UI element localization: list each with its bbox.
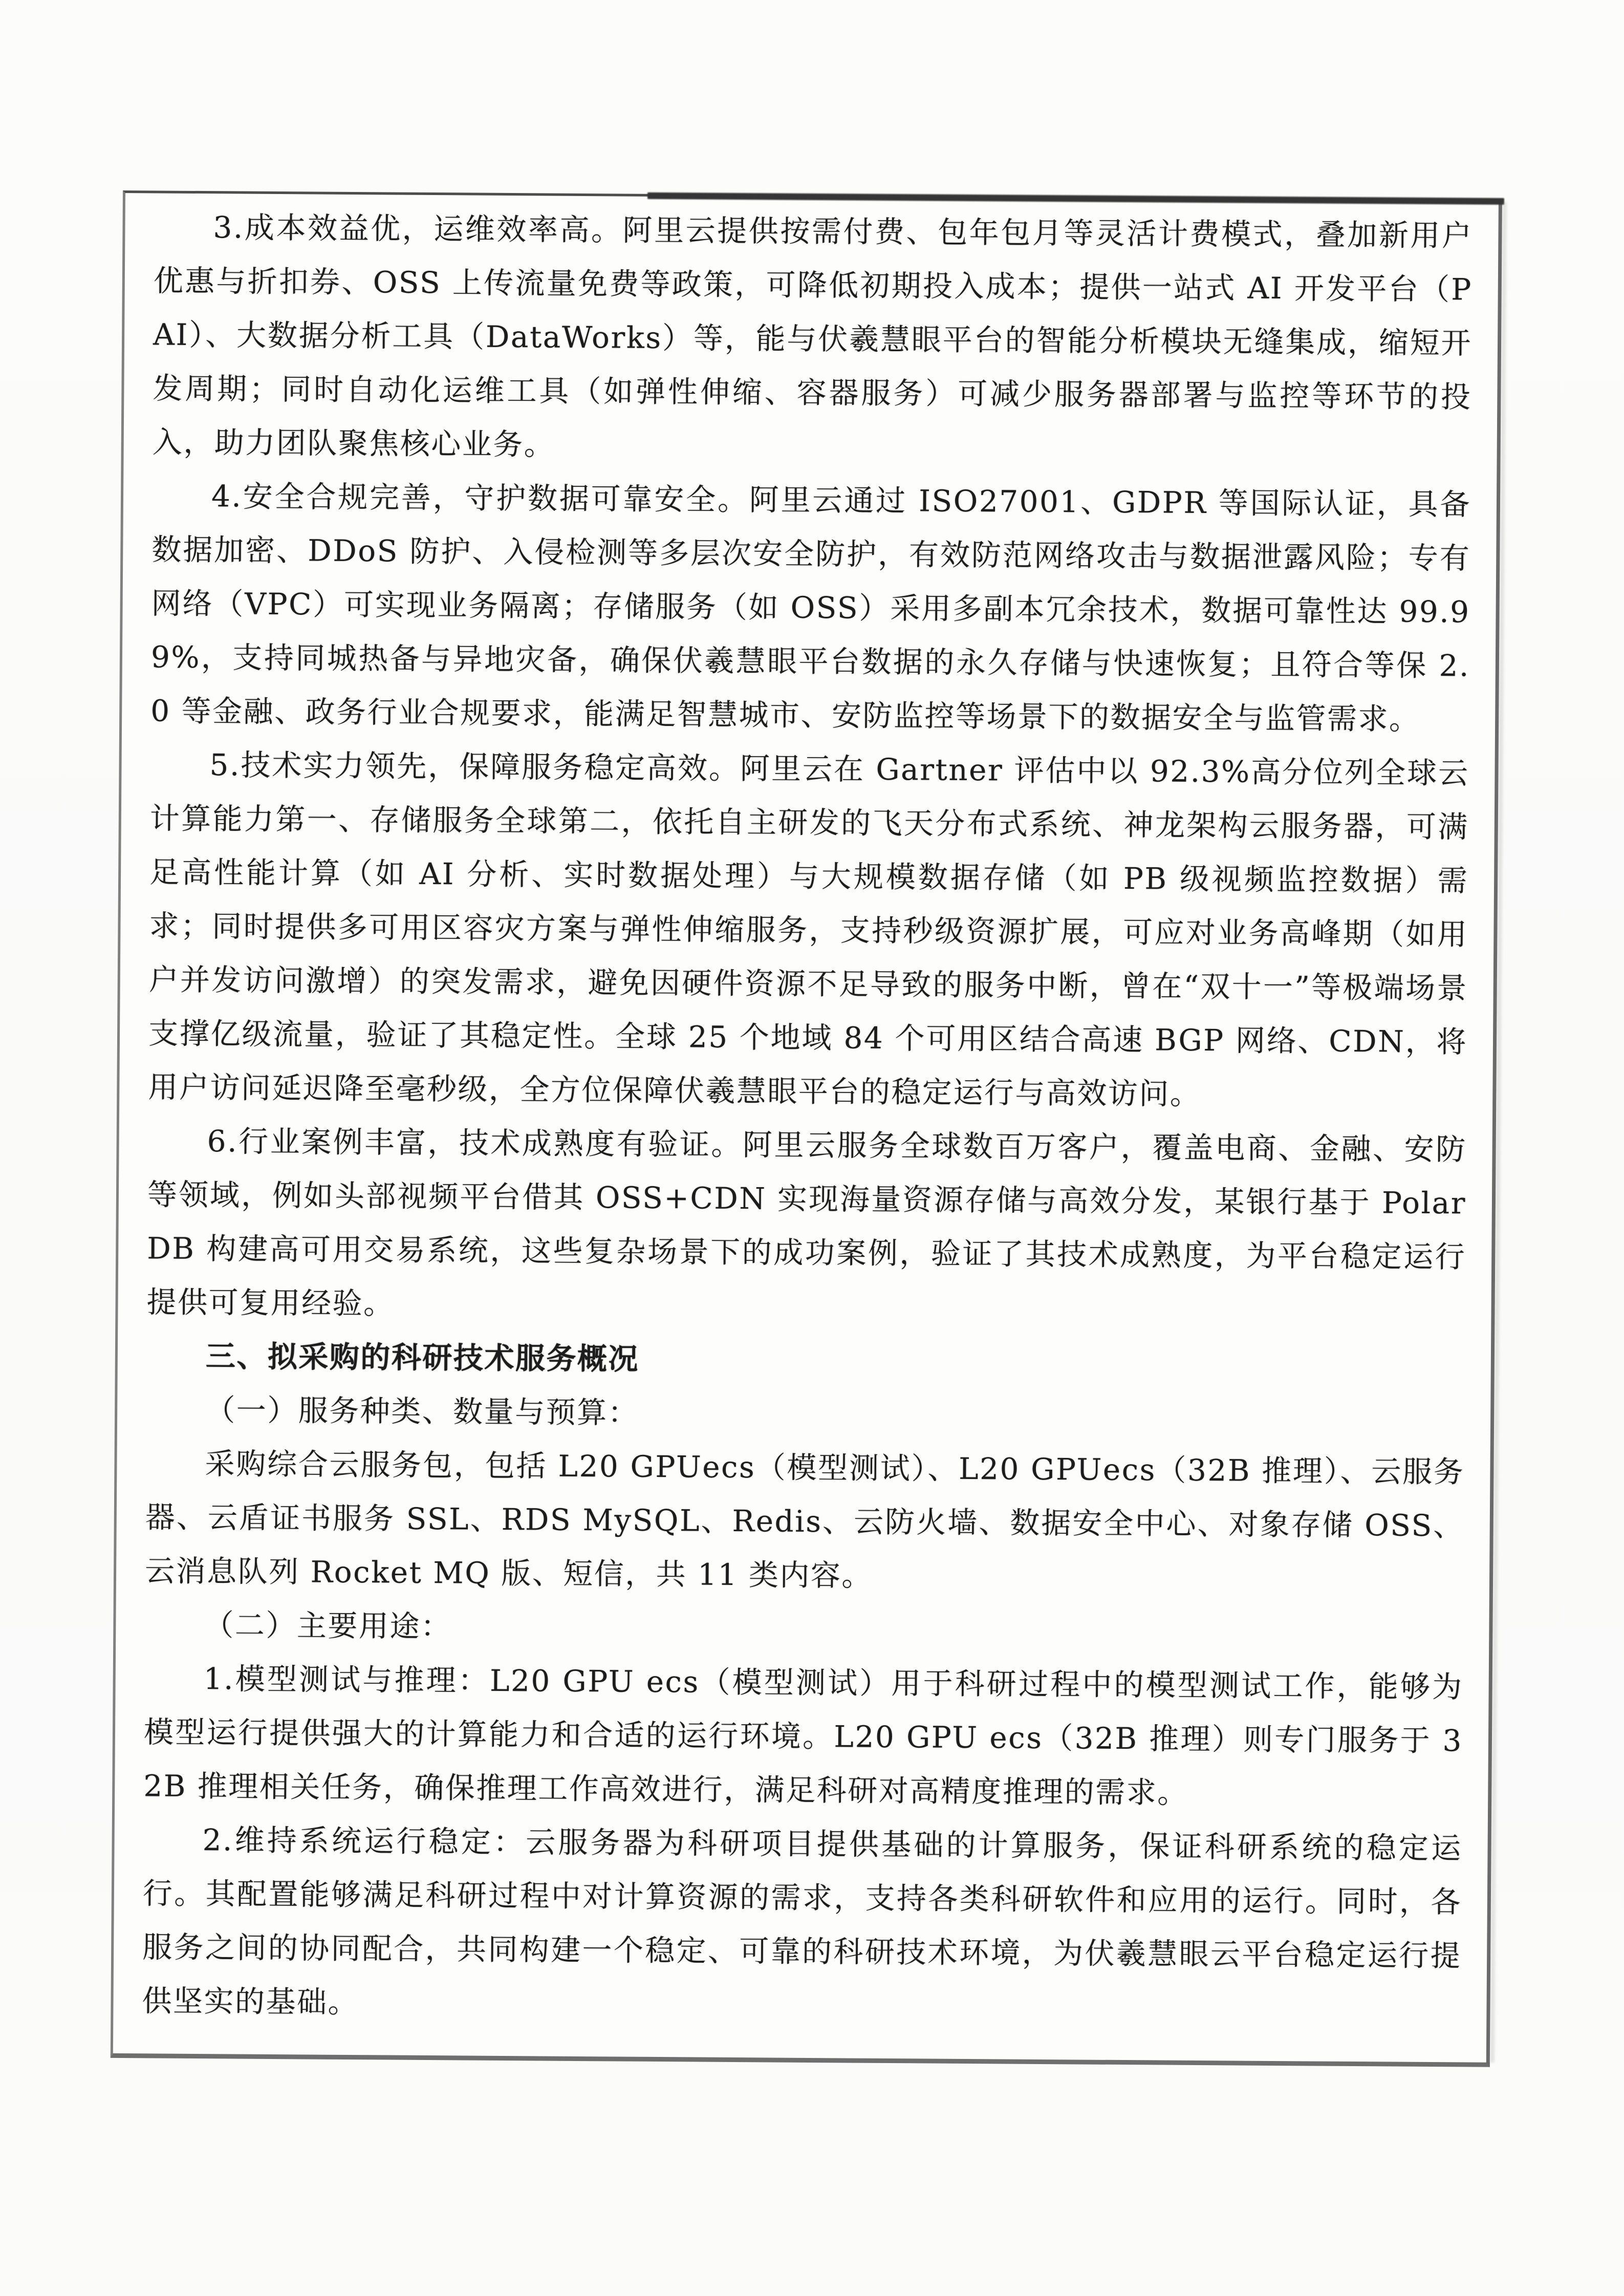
section-heading: 三、拟采购的科研技术服务概况 bbox=[205, 1339, 640, 1377]
body-paragraph: 2.维持系统运行稳定：云服务器为科研项目提供基础的计算服务，保证科研系统的稳定运行。其配置能够满足科研过程中对计算资源的需求，支持各类科研软件和应用的运行。同时，各服务之间的协同配合，共同构建一个稳定、可靠的科研技术环境，为伏羲慧眼云平台稳定运行提供坚实的基础。 bbox=[142, 1822, 1462, 2020]
body-paragraph: 采购综合云服务包，包括 L20 GPUecs（模型测试）、L20 GPUecs（32B 推理）、云服务器、云盾证书服务 SSL、RDS MySQL、Redis、云防火墙、数据安全中心、对象存储 OSS、云消息队列 Rocket MQ 版、短信，共 11 类内容。 bbox=[144, 1446, 1465, 1593]
sub-heading: （一）服务种类、数量与预算： bbox=[205, 1392, 639, 1430]
body-paragraph: 1.模型测试与推理：L20 GPU ecs（模型测试）用于科研过程中的模型测试工作，能够为模型运行提供强大的计算能力和合适的运行环境。L20 GPU ecs（32B 推理）则专门服务于 32B 推理相关任务，确保推理工作高效进行，满足科研对高精度推理的需求。 bbox=[143, 1661, 1463, 1810]
document-cell bbox=[111, 190, 1502, 2067]
sub-heading: （二）主要用途： bbox=[204, 1607, 452, 1644]
body-paragraph: 3.成本效益优，运维效率高。阿里云提供按需付费、包年包月等灵活计费模式，叠加新用户优惠与折扣券、OSS 上传流量免费等政策，可降低初期投入成本；提供一站式 AI 开发平台（PAI）、大数据分析工具（DataWorks）等，能与伏羲慧眼平台的智能分析模块无缝集成，缩短开发周期；同时自动化运维工具（如弹性伸缩、容器服务）可减少服务器部署与监控等环节的投入，助力团队聚焦核心业务。 bbox=[152, 210, 1473, 462]
body-paragraph: 4.安全合规完善，守护数据可靠安全。阿里云通过 ISO27001、GDPR 等国际认证，具备数据加密、DDoS 防护、入侵检测等多层次安全防护，有效防范网络攻击与数据泄露风险；专有网络（VPC）可实现业务隔离；存储服务（如 OSS）采用多副本冗余技术，数据可靠性达 99.99%，支持同城热备与异地灾备，确保伏羲慧眼平台数据的永久存储与快速恢复；且符合等保 2.0 等金融、政务行业合规要求，能满足智慧城市、安防监控等场景下的数据安全与监管需求。 bbox=[150, 479, 1471, 737]
document-body bbox=[113, 193, 1499, 2037]
body-paragraph: 6.行业案例丰富，技术成熟度有验证。阿里云服务全球数百万客户，覆盖电商、金融、安防等领域，例如头部视频平台借其 OSS+CDN 实现海量资源存储与高效分发，某银行基于 PolarDB 构建高可用交易系统，这些复杂场景下的成功案例，验证了其技术成熟度，为平台稳定运行提供可复用经验。 bbox=[146, 1124, 1467, 1321]
body-paragraph: 5.技术实力领先，保障服务稳定高效。阿里云在 Gartner 评估中以 92.3%高分位列全球云计算能力第一、存储服务全球第二，依托自主研发的飞天分布式系统、神龙架构云服务器，可满足高性能计算（如 AI 分析、实时数据处理）与大规模数据存储（如 PB 级视频监控数据）需求；同时提供多可用区容灾方案与弹性伸缩服务，支持秒级资源扩展，可应对业务高峰期（如用户并发访问激增）的突发需求，避免因硬件资源不足导致的服务中断，曾在“双十一”等极端场景支撑亿级流量，验证了其稳定性。全球 25 个地域 84 个可用区结合高速 BGP 网络、CDN，将用户访问延迟降至毫秒级，全方位保障伏羲慧眼平台的稳定运行与高效访问。 bbox=[148, 747, 1469, 1112]
